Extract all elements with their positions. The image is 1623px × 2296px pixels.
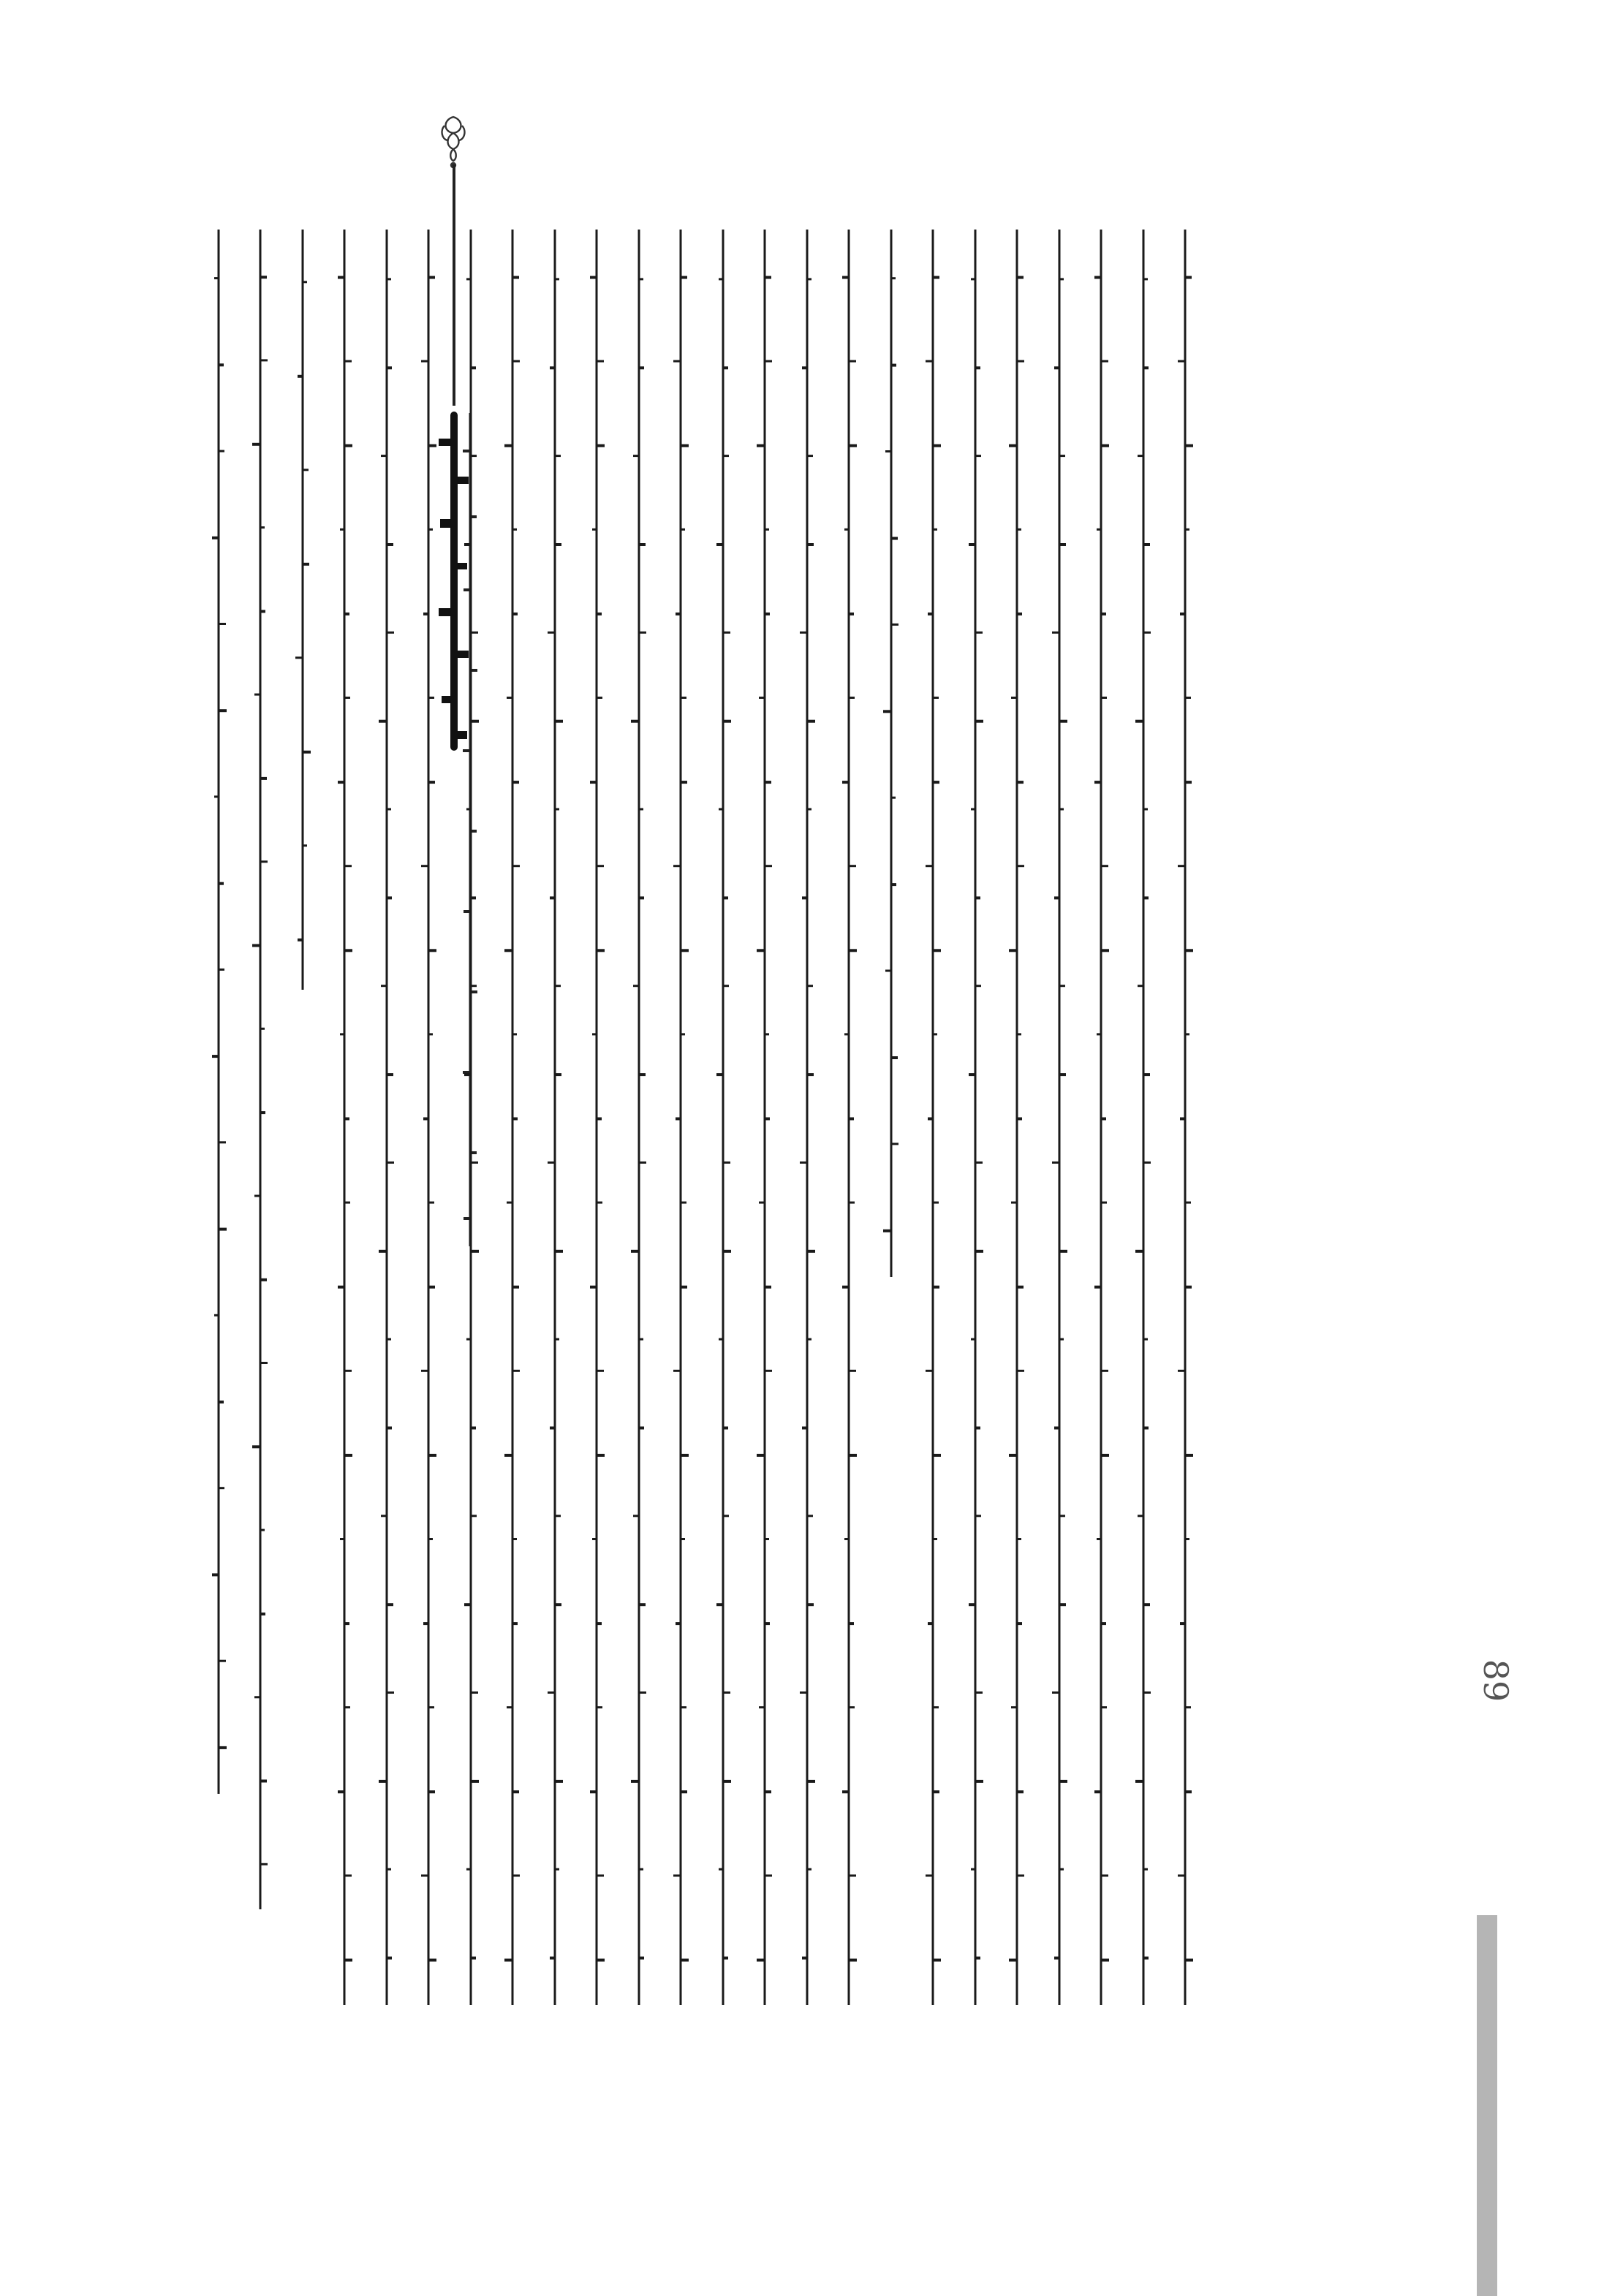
text-column [1006,227,1028,2008]
page-number: 89 [1476,1659,1516,1702]
text-column [417,227,439,2008]
text-column [1132,227,1154,2008]
text-column [1090,227,1112,2008]
text-column [1174,227,1196,2008]
edge-tab [1477,1915,1497,2296]
text-column [208,227,230,1797]
text-column [544,227,566,2008]
text-column [712,227,734,2008]
text-column [460,227,482,2008]
text-column [333,227,355,2008]
text-column [964,227,986,2008]
text-column [754,227,776,2008]
text-column [376,227,398,2008]
text-column [628,227,650,2008]
text-column [880,227,902,1280]
text-column [292,227,314,993]
script-note [219,2237,1389,2238]
text-column [502,227,523,2008]
text-column [670,227,692,2008]
text-column [1048,227,1070,2008]
text-column [249,227,271,1912]
body-text [197,227,1206,2142]
text-column [922,227,944,2008]
text-column [796,227,818,2008]
text-column [838,227,860,2008]
text-column [586,227,608,2008]
